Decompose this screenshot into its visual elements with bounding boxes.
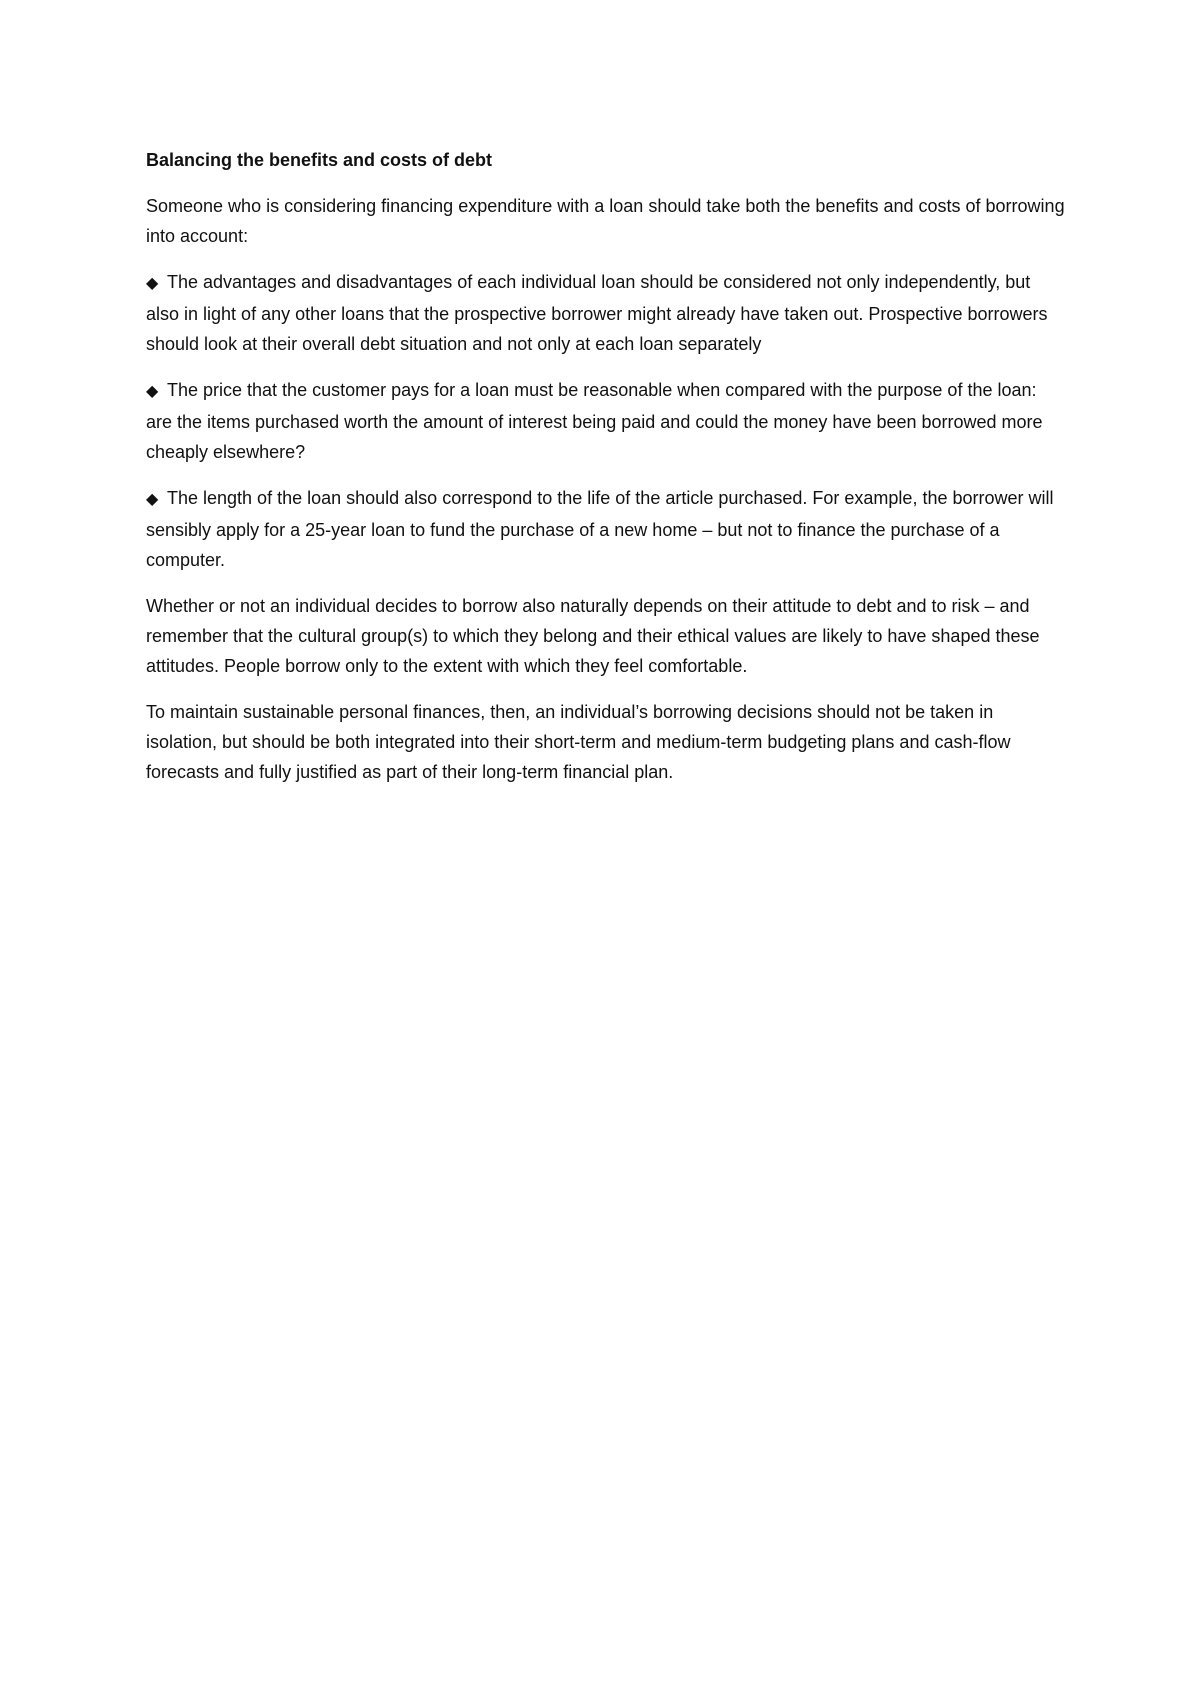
diamond-bullet-icon: ◆ bbox=[146, 275, 159, 292]
bullet-text: The length of the loan should also correspond to the life of the article purchased. For example, the borrower will sensibly apply for a 25-year loan to fund the purchase of a new home – but not to finance the purchase of a computer. bbox=[146, 488, 1054, 570]
bullet-text: The advantages and disadvantages of each individual loan should be considered not only independently, but also in light of any other loans that the prospective borrower might already have taken out. Prospective borrowers should look at their overall debt situation and not only at each loan separately bbox=[146, 272, 1048, 354]
body-paragraph: Whether or not an individual decides to borrow also naturally depends on their attitude to debt and to risk – and remember that the cultural group(s) to which they belong and their ethical values are likely to have shaped these attitudes. People borrow only to the extent with which they feel comfortable. bbox=[146, 596, 1040, 676]
diamond-bullet-icon: ◆ bbox=[146, 383, 159, 400]
document-title: Balancing the benefits and costs of debt bbox=[146, 150, 493, 170]
document-content bbox=[146, 145, 1066, 803]
bullet-text: The price that the customer pays for a loan must be reasonable when compared with the purpose of the loan: are the items purchased worth the amount of interest being paid and could the money have been borrowed more cheaply elsewhere? bbox=[146, 380, 1043, 462]
body-paragraph: To maintain sustainable personal finances, then, an individual’s borrowing decisions should not be taken in isolation, but should be both integrated into their short-term and medium-term budgeting plans and cash-flow forecasts and fully justified as part of their long-term financial plan. bbox=[146, 702, 1011, 782]
bullet-item bbox=[146, 267, 1066, 359]
bullet-item bbox=[146, 483, 1066, 575]
bullet-item bbox=[146, 375, 1066, 467]
diamond-bullet-icon: ◆ bbox=[146, 491, 159, 508]
intro-paragraph: Someone who is considering financing expenditure with a loan should take both the benefits and costs of borrowing into account: bbox=[146, 196, 1065, 246]
